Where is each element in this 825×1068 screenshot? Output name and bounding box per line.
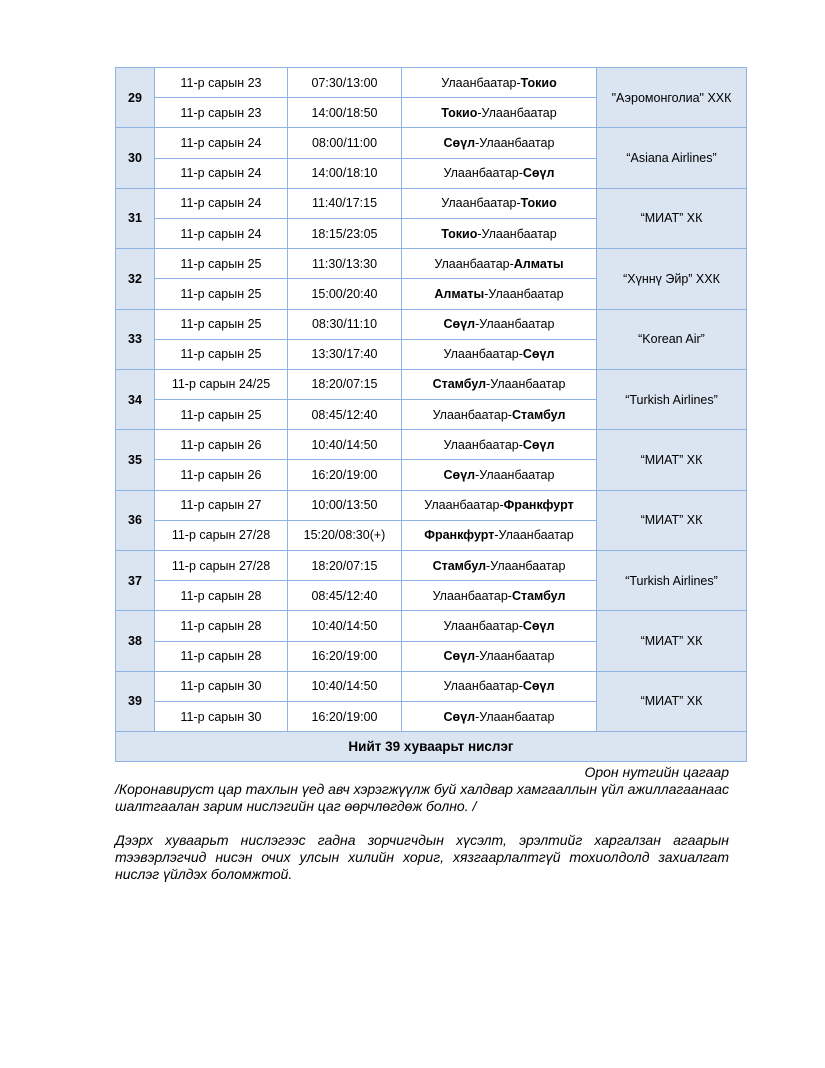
flight-date: 11-р сарын 30 bbox=[155, 701, 288, 731]
airline-name: "Аэромонголиа" ХХК bbox=[597, 68, 747, 128]
route-part: Улаанбаатар- bbox=[424, 498, 504, 513]
flight-date: 11-р сарын 27 bbox=[155, 490, 288, 520]
route-part: Улаанбаатар- bbox=[443, 618, 523, 633]
route-part: Сөүл bbox=[522, 618, 555, 633]
table-row bbox=[116, 188, 747, 218]
table-row bbox=[116, 490, 747, 520]
flight-date: 11-р сарын 24 bbox=[155, 218, 288, 248]
flight-time: 16:20/19:00 bbox=[288, 701, 402, 731]
flight-time: 08:45/12:40 bbox=[288, 581, 402, 611]
flight-date: 11-р сарын 24 bbox=[155, 128, 288, 158]
flight-date: 11-р сарын 27/28 bbox=[155, 520, 288, 550]
airline-name: “МИАТ” ХК bbox=[597, 611, 747, 671]
route-part: Франкфурт bbox=[424, 528, 495, 543]
flight-date: 11-р сарын 27/28 bbox=[155, 551, 288, 581]
route-part: -Улаанбаатар bbox=[475, 317, 555, 332]
route-part: Алматы bbox=[434, 286, 485, 301]
table-row bbox=[116, 68, 747, 98]
flight-route bbox=[402, 581, 597, 611]
time-zone-note: Орон нутгийн цагаар bbox=[584, 764, 729, 780]
flight-route bbox=[402, 249, 597, 279]
route-part: Сөүл bbox=[522, 166, 555, 181]
airline-name: “МИАТ” ХК bbox=[597, 430, 747, 490]
flight-time: 10:40/14:50 bbox=[288, 430, 402, 460]
flight-time: 11:40/17:15 bbox=[288, 188, 402, 218]
route-part: Токио bbox=[441, 105, 478, 120]
airline-name: “МИАТ” ХК bbox=[597, 490, 747, 550]
flight-time: 18:20/07:15 bbox=[288, 369, 402, 399]
route-part: Улаанбаатар- bbox=[441, 75, 521, 90]
flight-date: 11-р сарын 25 bbox=[155, 339, 288, 369]
route-part: Улаанбаатар- bbox=[443, 679, 523, 694]
flight-time: 16:20/19:00 bbox=[288, 641, 402, 671]
route-part: Улаанбаатар- bbox=[443, 437, 523, 452]
route-part: -Улаанбаатар bbox=[477, 105, 557, 120]
route-part: Сөүл bbox=[522, 437, 555, 452]
airline-name: “МИАТ” ХК bbox=[597, 188, 747, 248]
flight-number: 30 bbox=[116, 128, 155, 188]
flight-route bbox=[402, 551, 597, 581]
flight-date: 11-р сарын 25 bbox=[155, 309, 288, 339]
notes-section bbox=[115, 764, 729, 883]
table-row bbox=[116, 369, 747, 399]
flight-time: 10:40/14:50 bbox=[288, 671, 402, 701]
airline-name: “МИАТ” ХК bbox=[597, 671, 747, 731]
flight-number: 35 bbox=[116, 430, 155, 490]
flight-route bbox=[402, 641, 597, 671]
flight-date: 11-р сарын 25 bbox=[155, 279, 288, 309]
flight-time: 07:30/13:00 bbox=[288, 68, 402, 98]
flight-route bbox=[402, 430, 597, 460]
route-part: Улаанбаатар- bbox=[443, 347, 523, 362]
route-part: Токио bbox=[520, 75, 557, 90]
airline-name: “Turkish Airlines” bbox=[597, 369, 747, 429]
total-flights: Нийт 39 хуваарьт нислэг bbox=[116, 732, 747, 762]
route-part: Сөүл bbox=[443, 649, 476, 664]
flight-date: 11-р сарын 25 bbox=[155, 249, 288, 279]
flight-time: 16:20/19:00 bbox=[288, 460, 402, 490]
flight-date: 11-р сарын 28 bbox=[155, 581, 288, 611]
table-row bbox=[116, 249, 747, 279]
flight-schedule-body bbox=[116, 68, 747, 732]
flight-route bbox=[402, 128, 597, 158]
flight-route bbox=[402, 158, 597, 188]
flight-route bbox=[402, 400, 597, 430]
flight-time: 10:00/13:50 bbox=[288, 490, 402, 520]
flight-time: 18:15/23:05 bbox=[288, 218, 402, 248]
flight-number: 37 bbox=[116, 551, 155, 611]
route-part: Улаанбаатар- bbox=[441, 196, 521, 211]
flight-number: 36 bbox=[116, 490, 155, 550]
flight-route bbox=[402, 218, 597, 248]
flight-number: 38 bbox=[116, 611, 155, 671]
route-part: Сөүл bbox=[443, 709, 476, 724]
table-row bbox=[116, 128, 747, 158]
flight-date: 11-р сарын 24 bbox=[155, 188, 288, 218]
route-part: Стамбул bbox=[511, 407, 566, 422]
flight-date: 11-р сарын 26 bbox=[155, 460, 288, 490]
flight-route bbox=[402, 611, 597, 641]
table-row bbox=[116, 430, 747, 460]
route-part: Сөүл bbox=[443, 468, 476, 483]
route-part: -Улаанбаатар bbox=[484, 286, 564, 301]
flight-route bbox=[402, 369, 597, 399]
route-part: Сөүл bbox=[522, 679, 555, 694]
flight-date: 11-р сарын 28 bbox=[155, 611, 288, 641]
route-part: Сөүл bbox=[443, 317, 476, 332]
total-row bbox=[116, 732, 747, 762]
flight-number: 31 bbox=[116, 188, 155, 248]
flight-route bbox=[402, 520, 597, 550]
route-part: -Улаанбаатар bbox=[475, 709, 555, 724]
route-part: Франкфурт bbox=[503, 498, 574, 513]
flight-time: 14:00/18:50 bbox=[288, 98, 402, 128]
flight-route bbox=[402, 339, 597, 369]
table-row bbox=[116, 551, 747, 581]
flight-time: 11:30/13:30 bbox=[288, 249, 402, 279]
route-part: -Улаанбаатар bbox=[475, 135, 555, 150]
route-part: Сөүл bbox=[522, 347, 555, 362]
route-part: Улаанбаатар- bbox=[432, 588, 512, 603]
flight-number: 33 bbox=[116, 309, 155, 369]
flight-time: 08:45/12:40 bbox=[288, 400, 402, 430]
flight-date: 11-р сарын 23 bbox=[155, 68, 288, 98]
route-part: -Улаанбаатар bbox=[475, 468, 555, 483]
flight-route bbox=[402, 68, 597, 98]
flight-time: 08:30/11:10 bbox=[288, 309, 402, 339]
flight-date: 11-р сарын 30 bbox=[155, 671, 288, 701]
flight-route bbox=[402, 279, 597, 309]
flight-route bbox=[402, 188, 597, 218]
route-part: -Улаанбаатар bbox=[477, 226, 557, 241]
flight-time: 13:30/17:40 bbox=[288, 339, 402, 369]
charter-note: Дээрх хуваарьт нислэгээс гадна зорчигчдын хүсэлт, эрэлтийг харгалзан агаарын тээвэрлэгчид нисэн очих улсын хилийн хориг, хязгаарлалтгүй тохиолдолд захиалгат нислэг үйлдэх боломжтой. bbox=[115, 832, 729, 882]
airline-name: “Asiana Airlines” bbox=[597, 128, 747, 188]
route-part: Улаанбаатар- bbox=[434, 256, 514, 271]
flight-route bbox=[402, 701, 597, 731]
flight-number: 39 bbox=[116, 671, 155, 731]
route-part: Стамбул bbox=[432, 377, 487, 392]
flight-time: 15:20/08:30(+) bbox=[288, 520, 402, 550]
route-part: -Улаанбаатар bbox=[486, 558, 566, 573]
flight-time: 18:20/07:15 bbox=[288, 551, 402, 581]
flight-time: 10:40/14:50 bbox=[288, 611, 402, 641]
airline-name: “Korean Air” bbox=[597, 309, 747, 369]
flight-number: 32 bbox=[116, 249, 155, 309]
route-part: Токио bbox=[520, 196, 557, 211]
flight-date: 11-р сарын 28 bbox=[155, 641, 288, 671]
route-part: -Улаанбаатар bbox=[486, 377, 566, 392]
route-part: Улаанбаатар- bbox=[432, 407, 512, 422]
flight-schedule-table bbox=[115, 67, 747, 762]
flight-number: 29 bbox=[116, 68, 155, 128]
table-row bbox=[116, 611, 747, 641]
flight-number: 34 bbox=[116, 369, 155, 429]
route-part: Сөүл bbox=[443, 135, 476, 150]
flight-date: 11-р сарын 23 bbox=[155, 98, 288, 128]
flight-route bbox=[402, 309, 597, 339]
flight-date: 11-р сарын 24 bbox=[155, 158, 288, 188]
flight-date: 11-р сарын 24/25 bbox=[155, 369, 288, 399]
route-part: Улаанбаатар- bbox=[443, 166, 523, 181]
airline-name: “Хүннү Эйр” ХХК bbox=[597, 249, 747, 309]
route-part: -Улаанбаатар bbox=[494, 528, 574, 543]
table-row bbox=[116, 309, 747, 339]
route-part: Стамбул bbox=[511, 588, 566, 603]
route-part: -Улаанбаатар bbox=[475, 649, 555, 664]
flight-time: 08:00/11:00 bbox=[288, 128, 402, 158]
flight-date: 11-р сарын 26 bbox=[155, 430, 288, 460]
flight-date: 11-р сарын 25 bbox=[155, 400, 288, 430]
flight-time: 15:00/20:40 bbox=[288, 279, 402, 309]
flight-route bbox=[402, 490, 597, 520]
route-part: Стамбул bbox=[432, 558, 487, 573]
airline-name: “Turkish Airlines” bbox=[597, 551, 747, 611]
flight-route bbox=[402, 460, 597, 490]
route-part: Токио bbox=[441, 226, 478, 241]
flight-route bbox=[402, 98, 597, 128]
table-row bbox=[116, 671, 747, 701]
flight-route bbox=[402, 671, 597, 701]
route-part: Алматы bbox=[513, 256, 564, 271]
disclaimer-note: /Коронавируст цар тахлын үед авч хэрэгжүүлж буй халдвар хамгааллын үйл ажиллагаанаас шалтгаалан зарим нислэгийн цаг өөрчлөгдөж болно. / bbox=[115, 781, 729, 814]
flight-time: 14:00/18:10 bbox=[288, 158, 402, 188]
